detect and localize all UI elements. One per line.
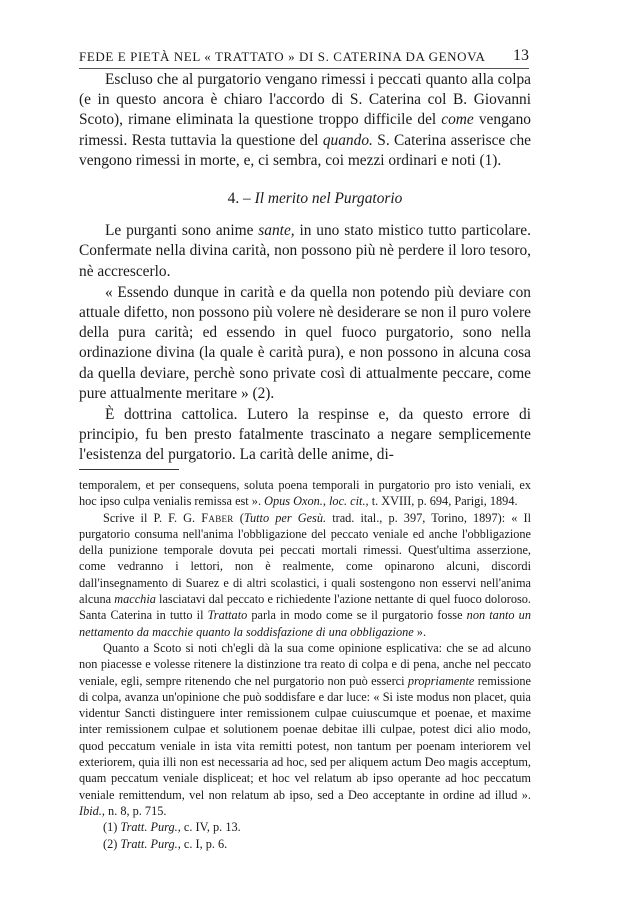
header-rule bbox=[79, 68, 529, 69]
footnote-2: (2) Tratt. Purg., c. I, p. 6. bbox=[103, 836, 228, 851]
section-heading bbox=[79, 189, 531, 209]
main-text bbox=[79, 70, 531, 466]
section-number: 4. – bbox=[227, 190, 251, 208]
footnote-mark: (2) bbox=[103, 836, 118, 851]
paragraph-2: Le purganti sono anime sante, in uno stato mistico tutto particolare. Confermate nella divina carità, non possono più nè perdere il loro tesoro, nè accrescerlo. bbox=[79, 222, 531, 280]
page-number: 13 bbox=[513, 47, 529, 64]
paragraph-3-quotation: « Essendo dunque in carità e da quella non potendo più deviare con attuale difetto, non possono più volere nè desiderare se non il puro volere della pura carità; ed essendo in quel fuoco purgatorio, sono nella ordinazione divina (la quale è carità pura), e non possono in alcuna cosa da quella deviare, perchè sono private così di attualmente peccare, come pure attualmente meritare » (2). bbox=[79, 283, 531, 402]
footnote-mark: (1) bbox=[103, 820, 118, 835]
running-header bbox=[79, 49, 529, 65]
footnotes bbox=[79, 477, 531, 852]
paragraph-1: Escluso che al purgatorio vengano rimessi i peccati quanto alla colpa (e in questo ancora è chiaro l'accordo di S. Caterina col B. Giovanni Scoto), rimane eliminata la questione troppo difficile del come vengano rimessi. Resta tuttavia la questione del quando. S. Caterina asserisce che vengono rimessi in morte, e, ci sembra, coi mezzi ordinari e noti (1). bbox=[79, 71, 531, 169]
footnote-rule bbox=[79, 469, 179, 470]
paragraph-4: È dottrina cattolica. Lutero la respinse e, da questo errore di principio, fu ben presto fatalmente trascinato a negare semplicemente l'esistenza del purgatorio. La carità delle anime, di- bbox=[79, 406, 531, 464]
footnote-1: (1) Tratt. Purg., c. IV, p. 13. bbox=[103, 820, 241, 835]
section-title: Il merito nel Purgatorio bbox=[254, 190, 403, 208]
running-title: FEDE E PIETÀ NEL « TRATTATO » DI S. CATERINA DA GENOVA bbox=[79, 49, 486, 64]
note-continuation: temporalem, et per consequens, soluta poena temporali in purgatorio pro isto veniali, ex hoc ipso culpa venialis remissa est ». Opus Oxon., loc. cit., t. XVIII, p. 694, Parigi, 1894. bbox=[79, 478, 531, 509]
note-faber: Scrive il P. F. G. Faber (Tutto per Gesù. trad. ital., p. 397, Torino, 1897): « Il purgatorio consuma nell'anima l'obbligazione del peccato veniale ed anche l'obbligazione della punizione temporale dovuta pei peccati mortali rimessi. Quest'ultima asserzione, come vedranno i lettori, non è realmente, come opinarono alcuni, discordi dall'insegnamento di Suarez e di altri scolastici, i quali sostengono non esservi nell'anima alcuna macchia lasciatavi dal peccato e richiedente l'azione nettante di quel fuoco doloroso. Santa Caterina in tutto il Trattato parla in modo come se il purgatorio fosse non tanto un nettamento da macchie quanto la soddisfazione di una obbligazione ». bbox=[79, 510, 531, 639]
note-scoto: Quanto a Scoto si noti ch'egli dà la sua come opinione esplicativa: che se ad alcuno non piacesse e volesse ritenere la distinzione tra reato di colpa e di pena, anche nel peccato veniale, egli, sempre ritenendo che nel purgatorio non può esserci propriamente remissione di colpa, avanza un'opinione che può soddisfare e dar luce: « Si iste modus non placet, quia videntur Sancti distinguere inter remissionem culpae cuiuscumque et poenae, et maxime inter remissionem culpae et solutionem poenae debitae illi culpae, potest dici alio modo, quod peccatum veniale in ista vita remitti potest, non tantum per poenam interiorem vel exteriorem, quia illi non est necessaria ad hoc, sed per aliquem actum Deo magis acceptum, quam peccatum veniale displiceat; et hoc vel relatum ab ipso operante ad hoc peccatum veniale remittendum, vel non relatum ab ipso, sed a Deo acceptante in ordine ad illud ». Ibid., n. 8, p. 715. bbox=[79, 640, 531, 818]
